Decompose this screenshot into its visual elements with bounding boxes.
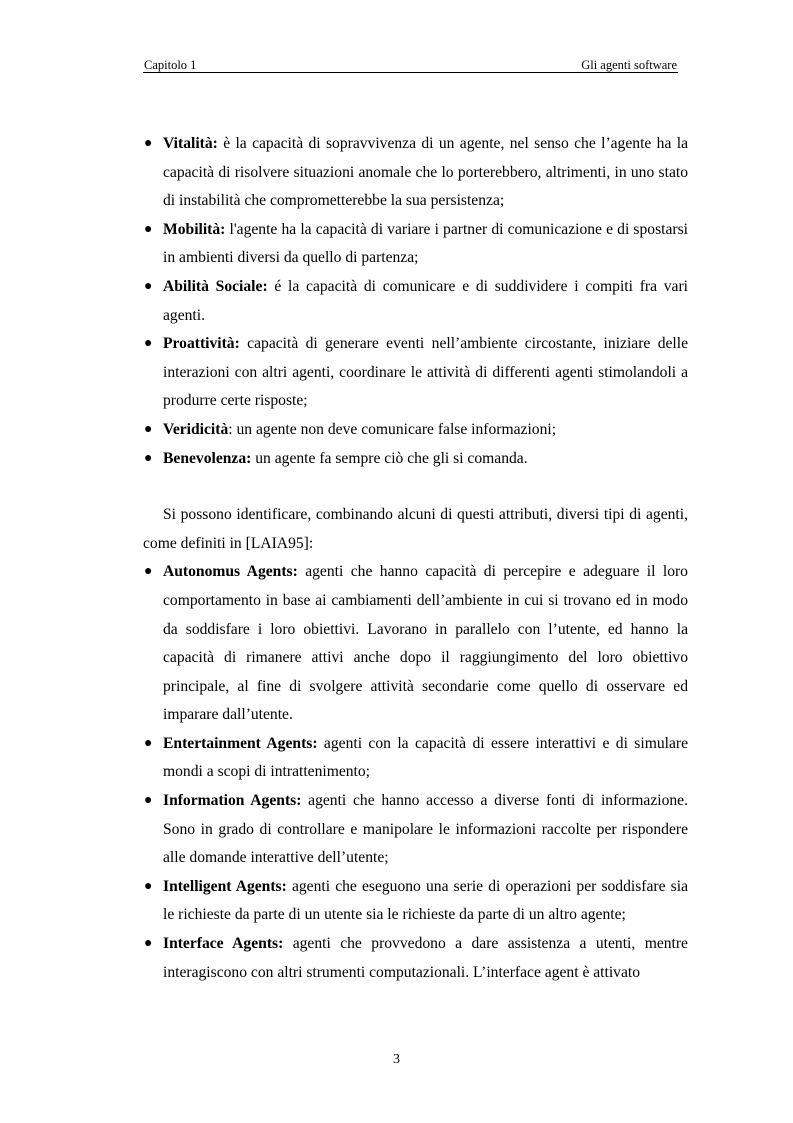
- bullet-icon: ●: [144, 878, 153, 894]
- item-term: Autonomus Agents:: [163, 563, 298, 581]
- list-item: [143, 330, 688, 416]
- bullet-icon: ●: [144, 735, 153, 751]
- item-term: Interface Agents:: [163, 935, 284, 953]
- running-header: [143, 58, 678, 73]
- item-text: agenti che hanno capacità di percepire e adeguare il loro comportamento in base ai cambiamenti dell’ambiente in cui si trovano ed in modo da soddisfare i loro obiettivi. Lavorano in parallelo con l’utente, ed hanno la capacità di rimanere attivi anche dopo il raggiungimento del loro obiettivo principale, al fine di svolgere attività secondarie come quello di osservare ed imparare dall’utente.: [163, 563, 688, 724]
- bullet-icon: ●: [144, 564, 153, 580]
- agent-types-list: [143, 558, 688, 987]
- intro-paragraph: Si possono identificare, combinando alcuni di questi attributi, diversi tipi di agenti, come definiti in [LAIA95]:: [143, 506, 688, 552]
- list-item: [143, 216, 688, 273]
- paragraph-gap: [143, 473, 688, 501]
- item-term: Mobilità:: [163, 220, 226, 238]
- list-item: [143, 273, 688, 330]
- item-text: capacità di generare eventi nell’ambiente circostante, iniziare delle interazioni con altri agenti, coordinare le attività di differenti agenti stimolandoli a produrre certe risposte;: [163, 335, 688, 410]
- item-text: un agente fa sempre ciò che gli si comanda.: [251, 449, 528, 467]
- item-text: é la capacità di comunicare e di suddividere i compiti fra vari agenti.: [163, 277, 688, 324]
- chapter-title: Gli agenti software: [581, 58, 677, 72]
- item-text: agenti che hanno accesso a diverse fonti di informazione. Sono in grado di controllare e manipolare le informazioni raccolte per rispondere alle domande interattive dell’utente;: [163, 792, 689, 867]
- bullet-icon: ●: [144, 936, 153, 952]
- bullet-icon: ●: [144, 278, 153, 294]
- bullet-icon: ●: [144, 336, 153, 352]
- list-item: [143, 730, 688, 787]
- list-item: [143, 787, 688, 873]
- item-term: Intelligent Agents:: [163, 877, 287, 895]
- list-item: [143, 873, 688, 930]
- item-term: Benevolenza:: [163, 449, 252, 467]
- item-term: Vitalità:: [163, 135, 218, 152]
- attributes-list: [143, 130, 688, 473]
- item-text: è la capacità di sopravvivenza di un agente, nel senso che l’agente ha la capacità di risolvere situazioni anomale che lo porterebbero, altrimenti, in uno stato di instabilità che comprometterebbe la sua persistenza;: [163, 135, 688, 210]
- item-term: Veridicità: [163, 420, 229, 438]
- bullet-icon: ●: [144, 136, 153, 151]
- list-item: [143, 416, 688, 445]
- item-term: Entertainment Agents:: [163, 734, 318, 752]
- list-item: [143, 930, 688, 987]
- item-term: Proattività:: [163, 335, 240, 353]
- item-text: agenti che provvedono a dare assistenza a utenti, mentre interagiscono con altri strumenti computazionali. L’interface agent è attivato: [163, 935, 688, 981]
- item-text: : un agente non deve comunicare false informazioni;: [228, 420, 557, 438]
- chapter-label: Capitolo 1: [144, 58, 197, 72]
- item-term: Information Agents:: [163, 792, 302, 810]
- list-item: [143, 445, 688, 474]
- list-item: [143, 130, 688, 216]
- page-body: [143, 130, 688, 987]
- item-term: Abilità Sociale:: [163, 277, 268, 295]
- list-item: [143, 558, 688, 730]
- item-text: agenti con la capacità di essere interattivi e di simulare mondi a scopi di intrattenimento;: [163, 734, 689, 781]
- page-number: 3: [393, 1052, 400, 1067]
- bullet-icon: ●: [144, 221, 153, 237]
- bullet-icon: ●: [144, 450, 153, 466]
- item-text: agenti che eseguono una serie di operazioni per soddisfare sia le richieste da parte di un utente sia le richieste da parte di un altro agente;: [163, 877, 688, 924]
- bullet-icon: ●: [144, 793, 153, 809]
- item-text: l'agente ha la capacità di variare i partner di comunicazione e di spostarsi in ambienti diversi da quello di partenza;: [163, 220, 688, 267]
- bullet-icon: ●: [144, 421, 153, 437]
